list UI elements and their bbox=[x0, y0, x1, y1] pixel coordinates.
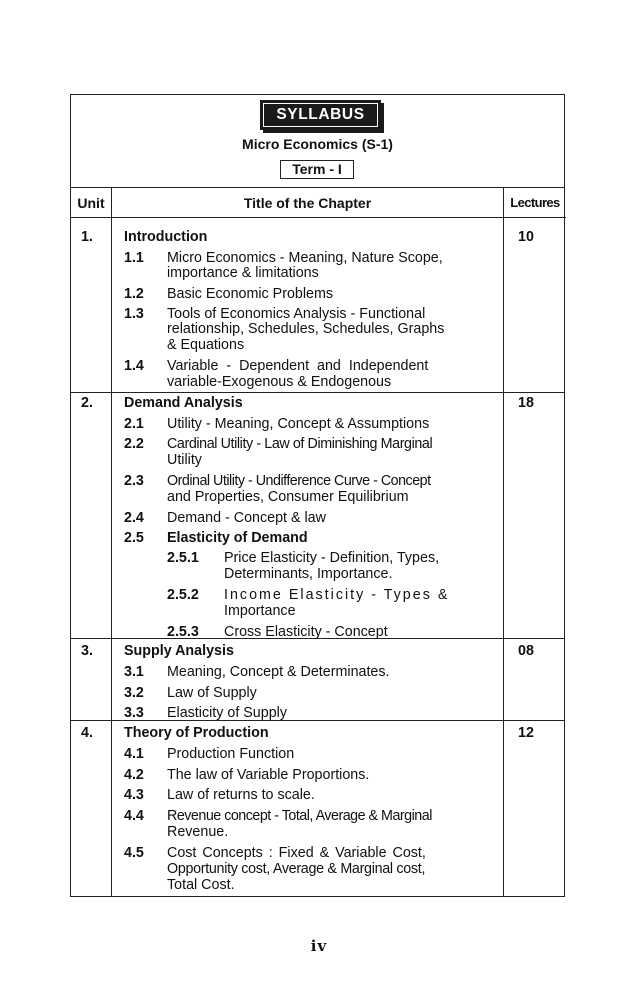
subject-title: Micro Economics (S-1) bbox=[242, 136, 393, 152]
topic-line: relationship, Schedules, Schedules, Graphs bbox=[167, 321, 445, 337]
unit-number: 2. bbox=[81, 395, 93, 411]
topic-line: variable-Exogenous & Endogenous bbox=[167, 374, 392, 390]
topic-line: Micro Economics - Meaning, Nature Scope, bbox=[167, 250, 443, 266]
unit-lectures: 12 bbox=[518, 725, 534, 741]
topic-line: Variable - Dependent and Independent bbox=[167, 358, 429, 374]
topic-number: 1.2 bbox=[124, 286, 144, 302]
topic-line: Revenue concept - Total, Average & Marginal bbox=[167, 808, 432, 824]
page-number: iv bbox=[310, 937, 328, 955]
topic-number: 2.5 bbox=[124, 530, 144, 546]
topic-number: 4.2 bbox=[124, 767, 144, 783]
unit-lectures: 10 bbox=[518, 229, 534, 245]
topic-number: 2.5.3 bbox=[167, 624, 199, 640]
row-divider bbox=[71, 392, 564, 393]
topic-line: Importance bbox=[224, 603, 296, 619]
topic-number: 2.1 bbox=[124, 416, 144, 432]
unit-lectures: 18 bbox=[518, 395, 534, 411]
topic-line: Law of Supply bbox=[167, 685, 257, 701]
syllabus-banner: SYLLABUS bbox=[260, 100, 381, 130]
topic-line: Elasticity of Supply bbox=[167, 705, 287, 721]
topic-number: 2.5.1 bbox=[167, 550, 199, 566]
topic-line: Cardinal Utility - Law of Diminishing Marginal bbox=[167, 436, 433, 452]
unit-lectures: 08 bbox=[518, 643, 534, 659]
topic-line: & Equations bbox=[167, 337, 245, 353]
topic-number: 3.3 bbox=[124, 705, 144, 721]
topic-line: Meaning, Concept & Determinates. bbox=[167, 664, 390, 680]
topic-line: The law of Variable Proportions. bbox=[167, 767, 370, 783]
topic-line: Cross Elasticity - Concept bbox=[224, 624, 388, 640]
topic-number: 2.4 bbox=[124, 510, 144, 526]
topic-line: Determinants, Importance. bbox=[224, 566, 393, 582]
topic-number: 1.3 bbox=[124, 306, 144, 322]
topic-line: Elasticity of Demand bbox=[167, 530, 308, 546]
topic-line: Ordinal Utility - Undifference Curve - Concept bbox=[167, 473, 431, 489]
topic-number: 2.2 bbox=[124, 436, 144, 452]
topic-line: Price Elasticity - Definition, Types, bbox=[224, 550, 440, 566]
unit-title: Introduction bbox=[124, 229, 208, 245]
unit-number: 3. bbox=[81, 643, 93, 659]
topic-number: 4.4 bbox=[124, 808, 144, 824]
topic-number: 2.5.2 bbox=[167, 587, 199, 603]
topic-line: Income Elasticity - Types & bbox=[224, 587, 450, 603]
topic-line: Opportunity cost, Average & Marginal cost, bbox=[167, 861, 426, 877]
topic-number: 3.2 bbox=[124, 685, 144, 701]
topic-number: 2.3 bbox=[124, 473, 144, 489]
column-divider bbox=[503, 188, 504, 896]
row-divider bbox=[71, 720, 564, 721]
topic-line: Utility bbox=[167, 452, 202, 468]
topic-line: Revenue. bbox=[167, 824, 229, 840]
topic-number: 3.1 bbox=[124, 664, 144, 680]
lectures-column-header: Lectures bbox=[504, 188, 566, 218]
unit-title: Theory of Production bbox=[124, 725, 269, 741]
topic-line: and Properties, Consumer Equilibrium bbox=[167, 489, 409, 505]
topic-number: 1.4 bbox=[124, 358, 144, 374]
unit-column-header: Unit bbox=[71, 188, 111, 218]
topic-number: 4.1 bbox=[124, 746, 144, 762]
topic-number: 4.5 bbox=[124, 845, 144, 861]
topic-line: importance & limitations bbox=[167, 265, 319, 281]
topic-line: Tools of Economics Analysis - Functional bbox=[167, 306, 426, 322]
topic-number: 1.1 bbox=[124, 250, 144, 266]
topic-number: 4.3 bbox=[124, 787, 144, 803]
unit-title: Demand Analysis bbox=[124, 395, 243, 411]
topic-line: Basic Economic Problems bbox=[167, 286, 334, 302]
syllabus-header bbox=[71, 95, 564, 188]
unit-number: 1. bbox=[81, 229, 93, 245]
column-divider bbox=[111, 188, 112, 896]
syllabus-table bbox=[70, 94, 565, 897]
unit-title: Supply Analysis bbox=[124, 643, 234, 659]
term-label: Term - I bbox=[280, 160, 354, 179]
topic-line: Production Function bbox=[167, 746, 295, 762]
topic-line: Law of returns to scale. bbox=[167, 787, 315, 803]
title-column-header: Title of the Chapter bbox=[111, 188, 504, 218]
topic-line: Demand - Concept & law bbox=[167, 510, 326, 526]
unit-number: 4. bbox=[81, 725, 93, 741]
topic-line: Utility - Meaning, Concept & Assumptions bbox=[167, 416, 430, 432]
topic-line: Cost Concepts : Fixed & Variable Cost, bbox=[167, 845, 426, 861]
topic-line: Total Cost. bbox=[167, 877, 235, 893]
